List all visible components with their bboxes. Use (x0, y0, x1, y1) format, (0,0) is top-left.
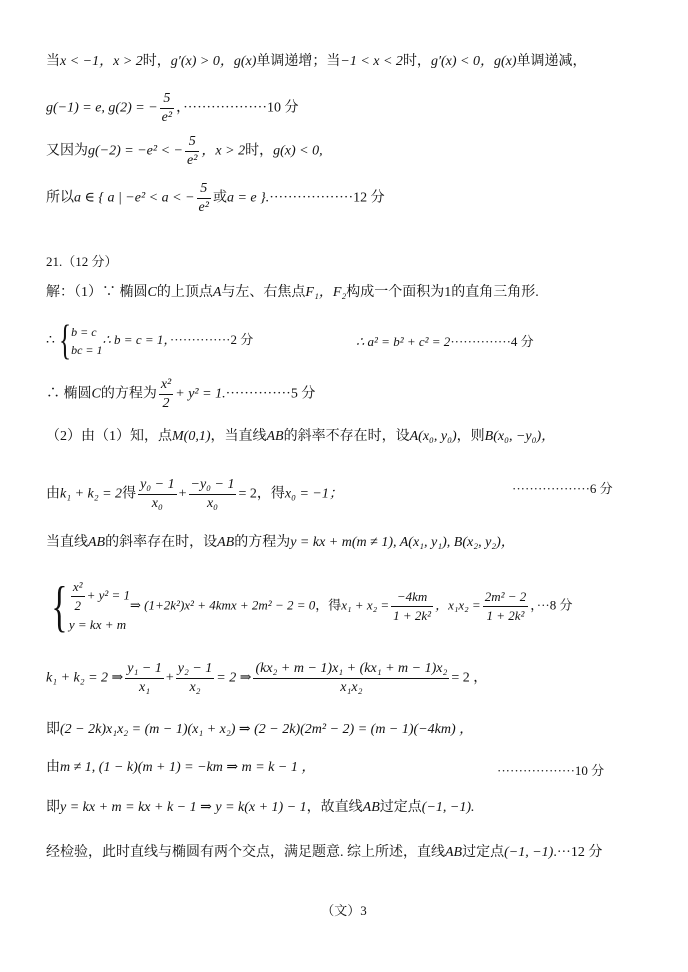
points-marker: ··················12 分 (269, 190, 385, 206)
text: 或 (212, 190, 227, 206)
math: g′(x) < 0，g(x) (430, 54, 517, 69)
fraction: $\frac{5}{\text{e²}}$ (161, 91, 173, 125)
line-4 (46, 180, 385, 217)
text: 当 (46, 54, 60, 69)
text: 又因为 (46, 143, 88, 159)
line-3 (46, 133, 323, 170)
solution-line-11: 即y = kx + m = kx + k − 1 ⇒ y = k(x + 1) − 1，故直线AB过定点(−1, −1). (46, 800, 475, 815)
math: g′(x) > 0，g(x) (170, 54, 257, 69)
solution-line-1: 解：（1）∵ 椭圆C的上顶点A与左、右焦点F₁，F₂构成一个面积为1的直角三角形. (46, 285, 539, 300)
text: 时， (142, 54, 171, 69)
fraction: $\frac{\text{x²}}{2}$ (160, 377, 172, 411)
text: 所以 (46, 190, 74, 206)
line-2 (46, 90, 299, 127)
solution-line-3: ∴ 椭圆C的方程为 $\frac{\text{x²}}{2}$ + y² = 1.··············5 分 (46, 377, 316, 411)
text: 单调递增；当 (256, 54, 341, 69)
solution-line-6: 当直线AB的斜率存在时，设AB的方程为y = kx + m(m ≠ 1), A(x₁, y₁), B(x₂, y₂)， (46, 535, 515, 550)
text: 时， (402, 54, 431, 69)
fraction: $\frac{5}{\text{e²}}$ (186, 134, 198, 168)
points-10: ··················10 分 (497, 763, 605, 778)
solution-line-10: 由m ≠ 1, (1 − k)(m + 1) = −km ⇒ m = k − 1 ， (46, 760, 316, 775)
solution-line-4: （2）由（1）知，点M(0,1)，当直线AB的斜率不存在时，设A(x₀, y₀)，则B(x₀, −y₀)， (46, 429, 556, 444)
points-marker: ··················10 分 (183, 100, 299, 116)
math: ，x > 2 (201, 143, 246, 159)
solution-line-5: 由k₁ + k₂ = 2得 $\frac{\text{y₀ − 1}}{\text{x₀}}$ + $\frac{\text{−y₀ − 1}}{\text{x₀}}$ = 2，得x₀ = −1； (46, 477, 343, 511)
solution-line-9: 即(2 − 2k)x₁x₂ = (m − 1)(x₁ + x₂) ⇒ (2 − 2k)(2m² − 2) = (m − 1)(−4km) ， (46, 722, 474, 737)
solution-line-2b: ∴ a² = b² + c² = 2··············4 分 (356, 334, 534, 349)
solution-line-2: ∴{ b = c bc = 1 ∴ b = c = 1，··············2 分 (46, 318, 254, 364)
question-number: 21.（12 分） (46, 254, 118, 269)
math: x < −1，x > 2 (60, 54, 143, 69)
solution-line-7: { $\frac{\text{x²}}{2}$ + y² = 1 y = kx + m ⇒ (1+2k²)x² + 4kmx + 2m² − 2 = 0，得x₁ + x₂ = $\frac{-4km}{\text{1 + 2k²}}$ ，x₁x₂ = $\frac{\text{2m² − 2}}{\text{1 + 2k²}}$ ，···8 分 (51, 575, 573, 638)
fraction: $\frac{5}{\text{e²}}$ (198, 181, 209, 215)
math: g(−2) = −e² < − (88, 143, 183, 159)
solution-line-8: k₁ + k₂ = 2 ⇒ $\frac{\text{y₁ − 1}}{\text{x₁}}$ + $\frac{\text{y₂ − 1}}{\text{x₂}}$ = 2 ⇒ $\frac{\text{(kx₂ + m − 1)x₁ + (kx₁ + m − 1)x₂}}{\text{x₁x₂}}$ = 2 ， (46, 661, 488, 695)
math: g(x) < 0, (273, 143, 323, 159)
math: −1 < x < 2 (340, 54, 403, 69)
page-footer: （文）3 (321, 903, 367, 918)
math: g(−1) = e, g(2) = − (46, 100, 158, 116)
text: ， (176, 100, 184, 116)
text: 单调递减， (516, 54, 587, 69)
solution-line-12: 经检验，此时直线与椭圆有两个交点，满足题意. 综上所述，直线AB过定点(−1, −1).···12 分 (46, 845, 603, 860)
line-1 (46, 52, 587, 72)
math: a = e }. (226, 190, 270, 206)
math: a ∈ { a | −e² < a < − (74, 190, 195, 206)
text: 时， (245, 143, 274, 159)
points-6: ··················6 分 (512, 481, 613, 496)
